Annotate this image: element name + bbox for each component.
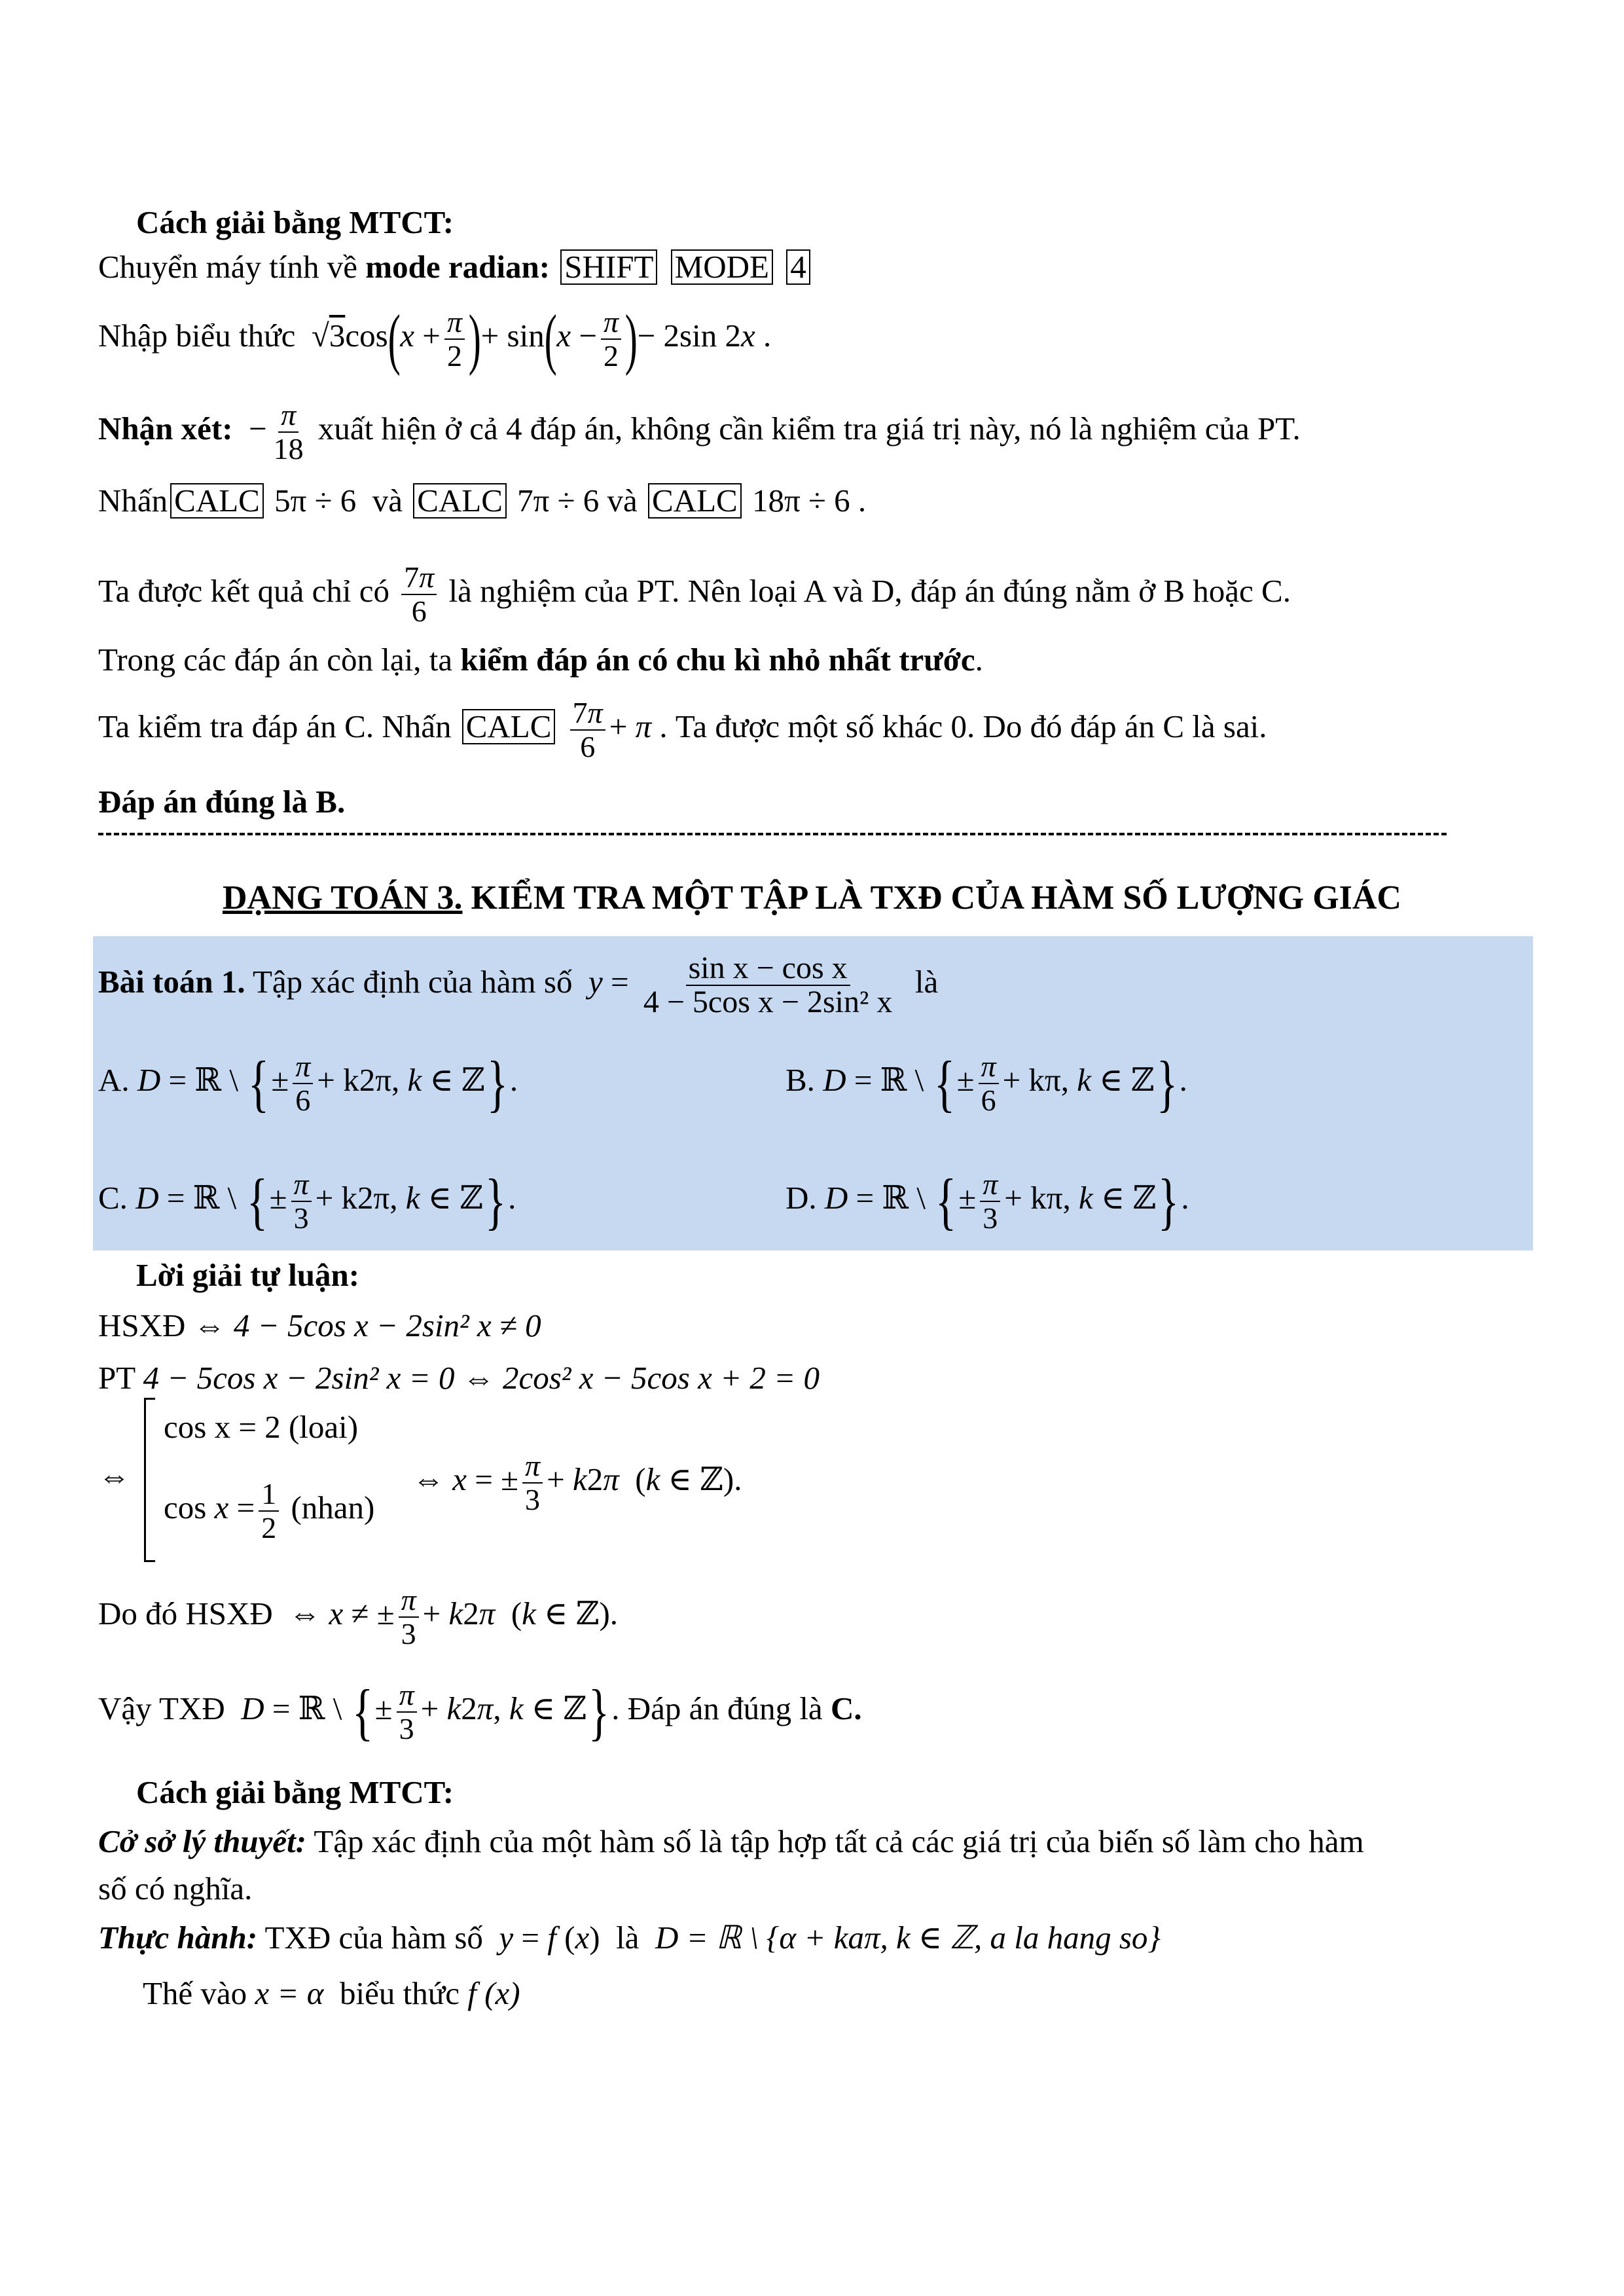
pt-line	[98, 1358, 820, 1398]
theory-line	[98, 1822, 1364, 1861]
substitute-expr: x = α	[255, 1975, 324, 2011]
section-title: Cách giải bằng MTCT:	[136, 204, 454, 240]
mode-bold: mode radian:	[365, 249, 550, 285]
option-a-term: k2π	[343, 1062, 391, 1098]
input-expression: √3cos(x + $\frac{\pi}{2}$ )+ sin(x − $\frac{\pi}{2}$ )− 2sin 2x .	[303, 301, 772, 376]
remark-fraction: − $\frac{\pi}{18}$	[240, 397, 304, 465]
practice-label: Thực hành:	[98, 1920, 258, 1956]
heading-number: DẠNG TOÁN 3.	[223, 879, 463, 917]
practice-la: là	[616, 1920, 640, 1956]
equivalence-arrow: ⇔	[98, 1458, 130, 1494]
divider	[98, 833, 1447, 835]
practice-line: Thực hành: TXĐ của hàm số y = f (x) là D = ℝ \ {α + kaπ, k ∈ ℤ, a la hang so}	[98, 1920, 1161, 1956]
calc-value-3: 18π ÷ 6	[751, 483, 850, 519]
mode-key: MODE	[671, 249, 773, 285]
option-d-den: 3	[983, 1201, 998, 1235]
theory-text: Tập xác định của một hàm số là tập hợp tất cả các giá trị của biến số làm cho hàm	[314, 1823, 1364, 1859]
option-a: A. D = ℝ \ {± $\frac{\pi}{6}$ + k2π, k ∈ ℤ}.	[98, 1048, 518, 1118]
input-label: Nhập biểu thức	[98, 318, 296, 354]
calc-value-1: 5π ÷ 6	[274, 483, 357, 519]
answer-prefix: Đáp án đúng là	[627, 1690, 831, 1726]
hsxd-expression: ⇔ 4 − 5cos x − 2sin² x ≠ 0	[193, 1307, 541, 1343]
case-1: cos x = 2 (loai)	[164, 1409, 359, 1445]
hsxd-line	[98, 1306, 541, 1345]
press-label: Nhấn	[98, 483, 168, 519]
option-b-den: 6	[981, 1083, 996, 1117]
substitute-line	[143, 1974, 520, 2013]
section-heading	[0, 877, 1624, 919]
substitute-text: biểu thức	[339, 1975, 460, 2011]
calc-line: Nhấn CALC 5π ÷ 6 và CALC 7π ÷ 6 và CALC 18π ÷ 6 .	[98, 483, 867, 519]
result-line	[98, 555, 1291, 628]
section2-title: Cách giải bằng MTCT:	[136, 1774, 454, 1810]
check-line: Ta kiểm tra đáp án C. Nhấn CALC $\frac{7\pi}{6}$ + π . Ta được một số khác 0. Do đó đáp án C là sai.	[98, 695, 1267, 763]
case-2-suffix: (nhan)	[291, 1489, 375, 1525]
calc-key-3: CALC	[648, 483, 742, 519]
input-expression-line	[98, 293, 771, 378]
case-bracket	[144, 1398, 155, 1562]
option-a-den: 6	[295, 1083, 311, 1117]
section1-answer: Đáp án đúng là B.	[98, 784, 346, 820]
check-prefix: Ta kiểm tra đáp án C. Nhấn	[98, 708, 452, 744]
dodo-label: Do đó HSXĐ	[98, 1595, 273, 1631]
practice-set: D = ℝ \ {α + kaπ, k ∈ ℤ, a la hang so}	[655, 1920, 1161, 1956]
option-d-term: kπ	[1030, 1180, 1063, 1216]
substitute-label: Thế vào	[143, 1975, 247, 2011]
mode-line	[98, 247, 813, 287]
and-word-2: và	[607, 483, 638, 519]
problem-statement: Bài toán 1. Tập xác định của hàm số y = $\frac{\text{sin x − cos x}}{\text{4 − 5cos x − 2sin² x}}$ là	[98, 950, 939, 1019]
answer-letter: C.	[830, 1690, 862, 1726]
check-fraction: $\frac{7\pi}{6}$	[570, 697, 605, 763]
problem-text: Tập xác định của hàm số	[253, 964, 573, 1000]
option-c-den: 3	[293, 1201, 309, 1235]
problem-la: là	[914, 964, 939, 1000]
problem-numerator: sin x − cos x	[686, 952, 850, 986]
dodo-line: Do đó HSXĐ ⇔ x ≠ ± $\frac{\pi}{3}$ + k2π (k ∈ ℤ).	[98, 1582, 619, 1650]
problem-denominator: 4 − 5cos x − 2sin² x	[643, 984, 893, 1019]
solution-title: Lời giải tự luận:	[136, 1257, 360, 1293]
check-suffix: . Ta được một số khác 0. Do đó đáp án C là sai.	[659, 708, 1267, 744]
option-b-letter: B.	[785, 1062, 815, 1098]
remark-label: Nhận xét:	[98, 410, 233, 446]
theory-label: Cở sở lý thuyết:	[98, 1823, 306, 1859]
option-d: D. D = ℝ \ {± $\frac{\pi}{3}$ + kπ, k ∈ ℤ}.	[785, 1165, 1189, 1236]
calc-key-1: CALC	[170, 483, 264, 519]
option-d-letter: D.	[785, 1180, 817, 1216]
vay-line: Vậy TXĐ D = ℝ \ {± $\frac{\pi}{3}$ + k2π, k ∈ ℤ}. Đáp án đúng là C.	[98, 1676, 862, 1747]
problem-label: Bài toán 1.	[98, 964, 245, 1000]
calc-key-2: CALC	[413, 483, 507, 519]
pt-expression: 4 − 5cos x − 2sin² x = 0 ⇔ 2cos² x − 5cos x + 2 = 0	[143, 1360, 820, 1396]
substitute-fx: f (x)	[467, 1975, 520, 2011]
option-c: C. D = ℝ \ {± $\frac{\pi}{3}$ + k2π, k ∈ ℤ}.	[98, 1165, 516, 1236]
remaining-bold: kiểm đáp án có chu kì nhỏ nhất trước	[460, 642, 975, 678]
option-b: B. D = ℝ \ {± $\frac{\pi}{6}$ + kπ, k ∈ ℤ}.	[785, 1048, 1187, 1118]
practice-text: TXĐ của hàm số	[264, 1920, 483, 1956]
option-b-term: kπ	[1028, 1062, 1061, 1098]
result-fraction: $\frac{7\pi}{6}$	[401, 561, 437, 628]
remark-line	[98, 393, 1301, 465]
option-a-letter: A.	[98, 1062, 130, 1098]
remark-text: xuất hiện ở cả 4 đáp án, không cần kiểm tra giá trị này, nó là nghiệm của PT.	[317, 410, 1301, 446]
result-prefix: Ta được kết quả chỉ có	[98, 573, 389, 609]
heading-text: KIỂM TRA MỘT TẬP LÀ TXĐ CỦA HÀM SỐ LƯỢNG GIÁC	[462, 879, 1401, 917]
four-key: 4	[786, 249, 810, 285]
option-c-term: k2π	[341, 1180, 390, 1216]
calc-key-4: CALC	[462, 709, 556, 744]
case-solution: ⇔ x = ± $\frac{\pi}{3}$ + k2π (k ∈ ℤ).	[412, 1448, 742, 1516]
problem-fraction	[641, 952, 895, 1019]
calc-value-2: 7π ÷ 6	[517, 483, 600, 519]
shift-key: SHIFT	[560, 249, 657, 285]
vay-label: Vậy TXĐ	[98, 1690, 225, 1726]
option-c-letter: C.	[98, 1180, 128, 1216]
case-2: cos x = $\frac{1}{2}$ (nhan)	[164, 1476, 375, 1544]
theory-line-2: số có nghĩa.	[98, 1870, 253, 1906]
hsxd-label: HSXĐ	[98, 1307, 186, 1343]
pt-label: PT	[98, 1360, 135, 1396]
remaining-line: Trong các đáp án còn lại, ta kiểm đáp án có chu kì nhỏ nhất trước.	[98, 642, 983, 678]
result-suffix: là nghiệm của PT. Nên loại A và D, đáp án đúng nằm ở B hoặc C.	[448, 573, 1291, 609]
remaining-prefix: Trong các đáp án còn lại, ta	[98, 642, 461, 678]
mode-prefix: Chuyển máy tính về	[98, 249, 366, 285]
and-word-1: và	[372, 483, 403, 519]
